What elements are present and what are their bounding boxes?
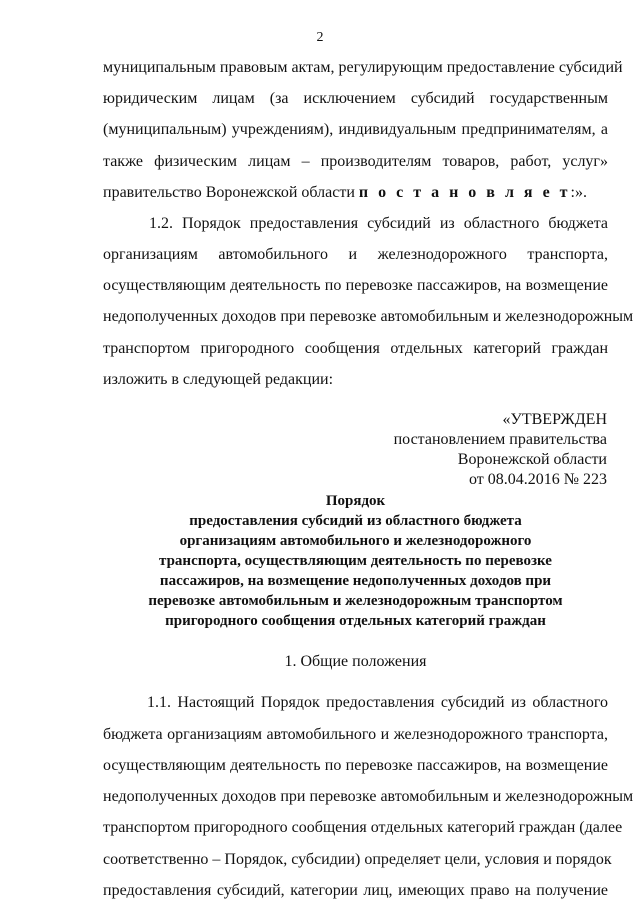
intro-last-line-start: правительство Воронежской области — [103, 184, 359, 201]
approval-date: от 08.04.2016 № 223 — [468, 471, 607, 488]
paragraph-1-1-line: 1.1. Настоящий Порядок предоставления субсидий из областного — [147, 694, 608, 711]
document-title-line: пригородного сообщения отдельных категорий граждан — [165, 613, 546, 629]
document-title-line: организациям автомобильного и железнодорожного — [179, 533, 532, 549]
approval-line: Воронежской области — [457, 451, 607, 468]
paragraph-1-1-line: транспортом пригородного сообщения отдельных категорий граждан (далее — [103, 819, 623, 836]
paragraph-1-1-line: бюджета организациям автомобильного и железнодорожного транспорта, — [103, 726, 608, 743]
approval-heading: «УТВЕРЖДЕН — [502, 411, 607, 428]
paragraph-1-2-line: 1.2. Порядок предоставления субсидий из областного бюджета — [149, 215, 608, 232]
document-title-line: перевозке автомобильным и железнодорожным транспортом — [148, 593, 563, 609]
paragraph-1-1-line: недополученных доходов при перевозке автомобильным и железнодорожным — [103, 788, 634, 805]
intro-line: также физическим лицам – производителям товаров, работ, услуг» — [103, 153, 608, 170]
section-heading: 1. Общие положения — [284, 653, 427, 670]
document-title-line: пассажиров, на возмещение недополученных доходов при — [159, 573, 552, 589]
intro-line: муниципальным правовым актам, регулирующим предоставление субсидий — [103, 59, 623, 76]
resolves-keyword: п о с т а н о в л я е т — [358, 184, 571, 201]
paragraph-1-2-line: изложить в следующей редакции: — [103, 371, 334, 388]
paragraph-1-2-line: организациям автомобильного и железнодорожного транспорта, — [103, 246, 608, 263]
paragraph-1-2-line: транспортом пригородного сообщения отдельных категорий граждан — [103, 340, 608, 357]
paragraph-1-2-line: осуществляющим деятельность по перевозке пассажиров, на возмещение — [103, 277, 608, 294]
paragraph-1-1-line: соответственно – Порядок, субсидии) определяет цели, условия и порядок — [103, 851, 612, 868]
intro-line: (муниципальным) учреждениям), индивидуальным предпринимателям, а — [103, 121, 608, 138]
page-number: 2 — [316, 30, 324, 45]
document-title-line: предоставления субсидий из областного бюджета — [189, 513, 522, 529]
document-title: Порядок — [325, 493, 386, 509]
intro-last-line-end: :». — [570, 184, 587, 201]
document-title-line: транспорта, осуществляющим деятельность по перевозке — [159, 553, 552, 569]
paragraph-1-1-line: осуществляющим деятельность по перевозке пассажиров, на возмещение — [103, 757, 608, 774]
intro-last-line — [103, 183, 608, 203]
intro-line: юридическим лицам (за исключением субсидий государственным — [103, 90, 608, 107]
paragraph-1-2-line: недополученных доходов при перевозке автомобильным и железнодорожным — [103, 308, 634, 325]
paragraph-1-1-line: предоставления субсидий, категории лиц, имеющих право на получение — [103, 882, 608, 899]
approval-line: постановлением правительства — [393, 431, 607, 448]
